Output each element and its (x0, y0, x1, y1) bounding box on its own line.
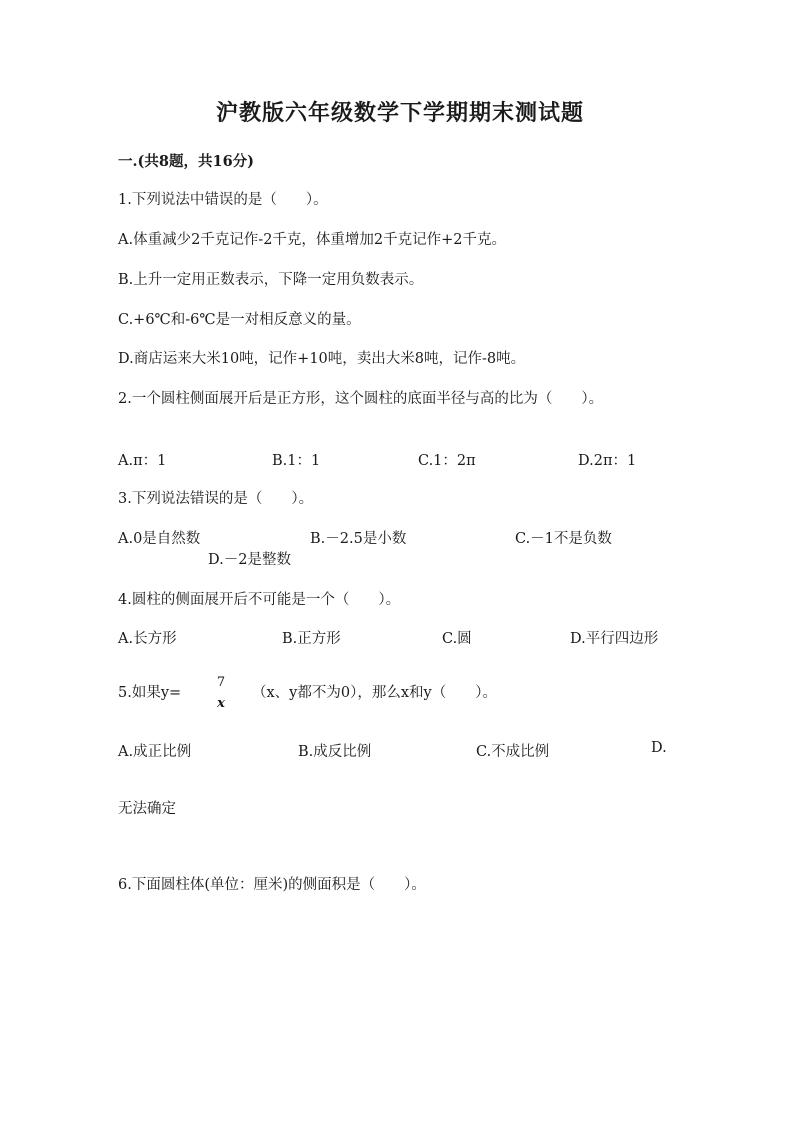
question-5-stem-start: 5.如果y= (118, 685, 182, 701)
question-5-stem-end: （x、y都不为0），那么x和y（ ）。 (252, 685, 497, 701)
question-5-option-c: C.不成比例 (476, 744, 550, 760)
section-heading: 一.(共8题，共16分) (118, 153, 255, 170)
question-5-option-d-label: D. (651, 740, 667, 756)
question-2-stem: 2.一个圆柱侧面展开后是正方形，这个圆柱的底面半径与高的比为（ ）。 (118, 391, 604, 407)
question-4-option-d: D.平行四边形 (570, 631, 659, 647)
question-2-option-c: C.1：2π (418, 453, 476, 469)
question-3-option-d: D.－2是整数 (208, 552, 291, 568)
question-2-option-b: B.1：1 (272, 453, 321, 469)
question-2-option-a: A.π：1 (118, 453, 167, 469)
question-1-stem: 1.下列说法中错误的是（ ）。 (118, 192, 328, 208)
question-5-option-d-text: 无法确定 (118, 801, 176, 817)
question-4-option-a: A.长方形 (118, 631, 177, 647)
question-5-option-a: A.成正比例 (118, 744, 192, 760)
question-1-option-b: B.上升一定用正数表示，下降一定用负数表示。 (118, 272, 424, 288)
question-4-option-b: B.正方形 (282, 631, 341, 647)
fraction-7-over-x (214, 676, 228, 710)
fraction-numerator: 7 (216, 675, 226, 690)
question-3-stem: 3.下列说法错误的是（ ）。 (118, 491, 314, 507)
question-2-option-d: D.2π：1 (578, 453, 637, 469)
question-1-option-d: D.商店运来大米10吨，记作+10吨，卖出大米8吨，记作-8吨。 (118, 351, 526, 367)
question-1-option-a: A.体重减少2千克记作-2千克，体重增加2千克记作+2千克。 (118, 232, 507, 248)
question-4-option-c: C.圆 (442, 631, 472, 647)
question-3-option-c: C.－1不是负数 (515, 531, 612, 547)
question-6-stem: 6.下面圆柱体(单位：厘米)的侧面积是（ ）。 (118, 877, 426, 893)
fraction-bar (214, 676, 228, 716)
question-4-stem: 4.圆柱的侧面展开后不可能是一个（ ）。 (118, 592, 401, 608)
question-1-option-c: C.+6℃和-6℃是一对相反意义的量。 (118, 312, 361, 328)
question-5-option-b: B.成反比例 (298, 744, 372, 760)
page-title: 沪教版六年级数学下学期期末测试题 (215, 100, 584, 126)
question-3-option-b: B.－2.5是小数 (310, 531, 407, 547)
fraction-denominator: x (217, 696, 225, 711)
question-3-option-a: A.0是自然数 (118, 531, 201, 547)
